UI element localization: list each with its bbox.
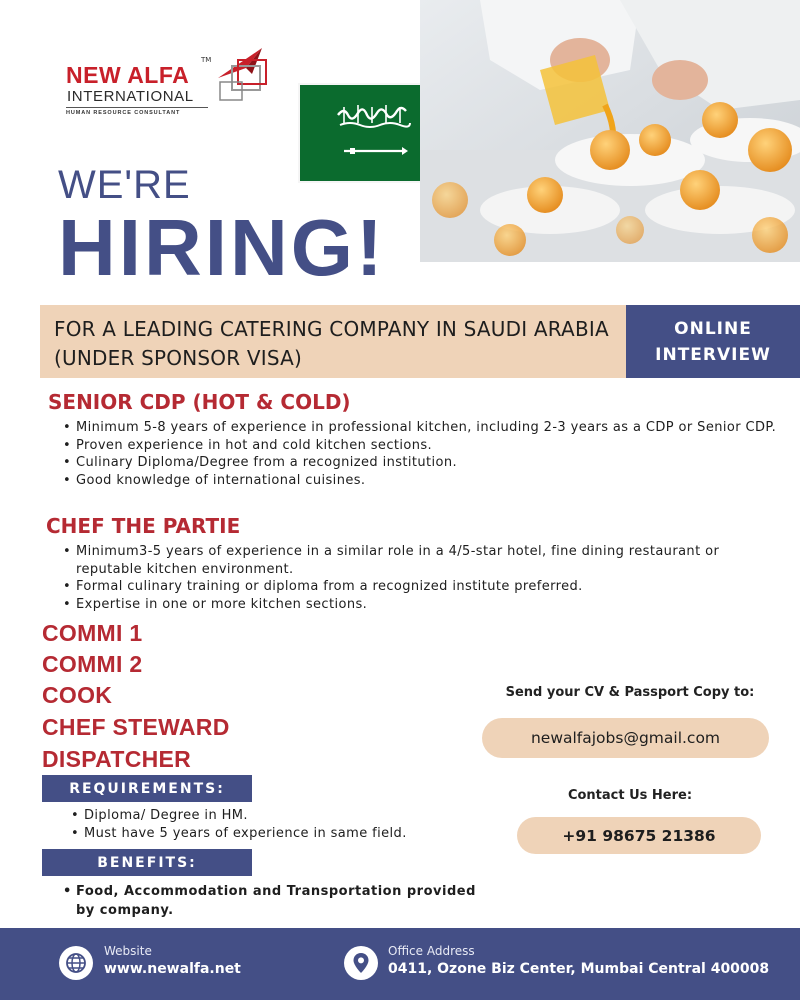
logo-tagline: HUMAN RESOURCE CONSULTANT [66,110,181,116]
company-banner [40,305,626,378]
office-address: 0411, Ozone Biz Center, Mumbai Central 400008 [388,961,770,977]
role-chef-steward: CHEF STEWARD [42,714,230,740]
logo-subtitle: INTERNATIONAL [67,88,194,105]
section-title-chef-the-partie: CHEF THE PARTIE [46,514,241,538]
logo-trademark: TM [201,56,212,64]
banner-text: FOR A LEADING CATERING COMPANY IN SAUDI ARABIA (UNDER SPONSOR VISA) [54,317,609,370]
send-cv-label: Send your CV & Passport Copy to: [505,685,755,700]
globe-icon [59,946,93,980]
role-commi-2: COMMI 2 [42,651,143,677]
list-item: • Formal culinary training or diploma from a recognized institute preferred. [62,578,787,596]
section-title-senior-cdp: SENIOR CDP (HOT & COLD) [48,390,351,414]
phone-pill[interactable]: +91 98675 21386 [517,817,761,854]
office-label: Office Address [388,944,475,958]
requirements-header: REQUIREMENTS: [42,775,252,802]
online-interview-badge [626,305,800,378]
list-item: • Proven experience in hot and cold kitchen sections. [62,437,787,455]
requirements-list [70,807,500,842]
list-item: • Diploma/ Degree in HM. [70,807,500,825]
list-item: • Must have 5 years of experience in same field. [70,825,500,843]
role-commi-1: COMMI 1 [42,620,143,646]
list-item: • Good knowledge of international cuisines. [62,472,787,490]
role-dispatcher: DISPATCHER [42,746,192,772]
footer [0,928,800,1000]
role-cook: COOK [42,682,113,708]
logo-divider [66,107,208,108]
email-pill[interactable]: newalfajobs@gmail.com [482,718,769,758]
headline-hiring: HIRING! [58,203,386,292]
location-pin-icon [344,946,378,980]
list-item: • Minimum3-5 years of experience in a similar role in a 4/5-star hotel, fine dining restaurant or reputable kitchen environment. [62,543,787,578]
online-interview-label: ONLINE INTERVIEW [655,318,771,365]
website-link[interactable]: www.newalfa.net [104,961,241,977]
headline-were: WE'RE [58,163,191,207]
contact-us-label: Contact Us Here: [567,788,693,803]
list-item: • Culinary Diploma/Degree from a recognized institution. [62,454,787,472]
website-label: Website [104,944,152,958]
chef-plating-food-photo [420,0,800,262]
benefits-text: • Food, Accommodation and Transportation provided by company. [62,882,492,920]
list-item: • Minimum 5-8 years of experience in professional kitchen, including 2-3 years as a CDP or Senior CDP. [62,419,787,437]
senior-cdp-bullets [62,419,787,489]
company-logo [66,44,276,124]
logo-mark-icon [212,44,272,106]
logo-name: NEW ALFA [66,62,190,88]
benefits-header: BENEFITS: [42,849,252,876]
list-item: • Expertise in one or more kitchen sections. [62,596,787,614]
chef-the-partie-bullets [62,543,787,613]
